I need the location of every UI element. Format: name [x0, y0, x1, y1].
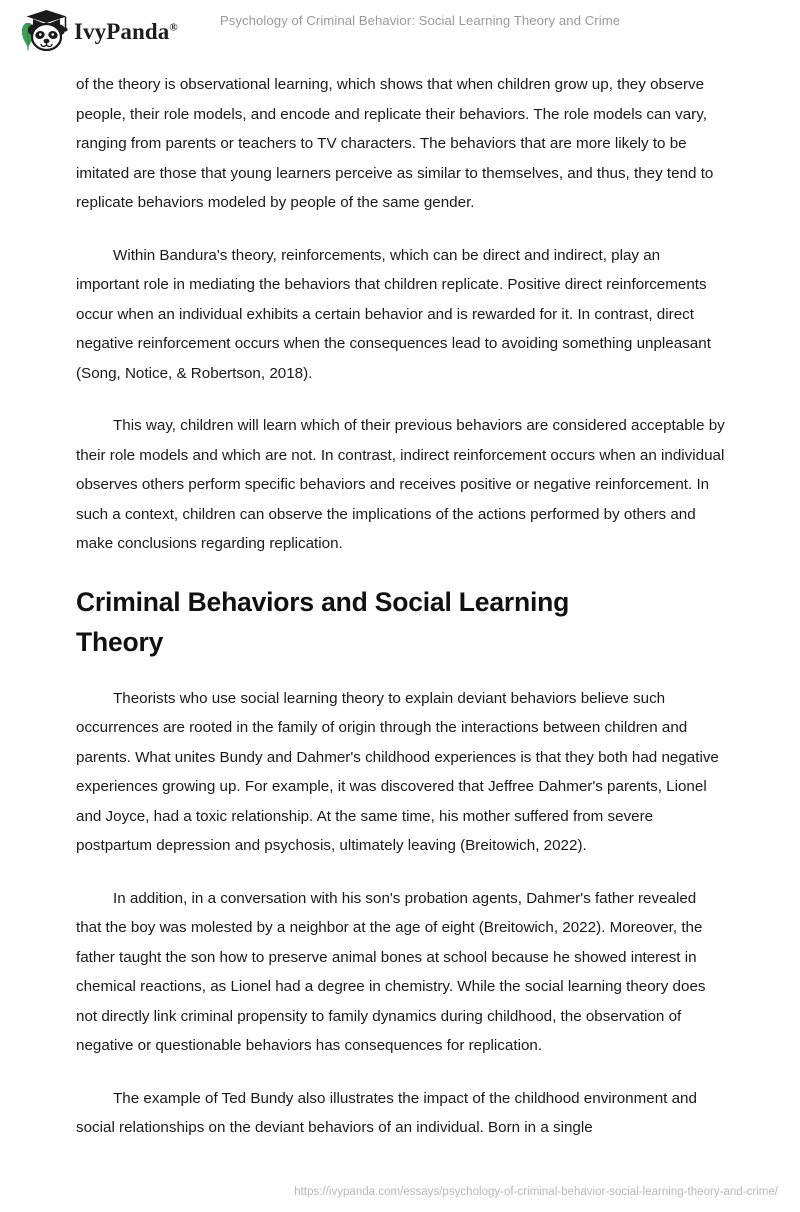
body-paragraph: Theorists who use social learning theory to explain deviant behaviors believe such occurrences are rooted in the family of origin through the interactions between children and parents. What unites Bundy and Dahmer's childhood experiences is that they both had negative experiences growing up. For example, it was discovered that Jeffree Dahmer's parents, Lionel and Joyce, had a toxic relationship. At the same time, his mother suffered from severe postpartum depression and psychosis, ultimately leaving (Breitowich, 2022). [76, 689, 719, 854]
source-url-link[interactable]: https://ivypanda.com/essays/psychology-of-criminal-behavior-social-learning-theory-and-crime/ [294, 1185, 778, 1198]
page-header [0, 0, 800, 58]
body-paragraph: Within Bandura's theory, reinforcements, which can be direct and indirect, play an important role in mediating the behaviors that children replicate. Positive direct reinforcements occur when an individual exhibits a certain behavior and is rewarded for it. In contrast, direct negative reinforcement occurs when the consequences lead to avoiding something unpleasant (Song, Notice, & Robertson, 2018). [76, 246, 711, 382]
body-paragraph: of the theory is observational learning, which shows that when children grow up, they observe people, their role models, and encode and replicate their behaviors. The role models can vary, ranging from parents or teachers to TV characters. The behaviors that are more likely to be imitated are those that young learners perceive as similar to themselves, and thus, they tend to replicate behaviors modeled by people of the same gender. [76, 76, 714, 211]
page-footer [0, 1166, 800, 1212]
body-paragraph: The example of Ted Bundy also illustrates the impact of the childhood environment and social relationships on the deviant behaviors of an individual. Born in a single [76, 1089, 697, 1136]
running-title: Psychology of Criminal Behavior: Social Learning Theory and Crime [219, 13, 621, 28]
body-paragraph: In addition, in a conversation with his son's probation agents, Dahmer's father revealed that the boy was molested by a neighbor at the age of eight (Breitowich, 2022). Moreover, the father taught the son how to preserve animal bones at school because he showed interest in chemical reactions, as Lionel had a degree in chemistry. While the social learning theory does not directly link criminal propensity to family dynamics during childhood, the observation of negative or questionable behaviors has consequences for replication. [76, 889, 706, 1054]
brand-name-text: IvyPanda [74, 18, 170, 44]
body-paragraph: This way, children will learn which of their previous behaviors are considered acceptable by their role models and which are not. In contrast, indirect reinforcement occurs when an individual observes others perform specific behaviors and receives positive or negative reinforcement. In such a context, children can observe the implications of the actions performed by others and make conclusions regarding replication. [76, 417, 725, 552]
registered-trademark-symbol: ® [169, 20, 178, 33]
section-heading: Criminal Behaviors and Social Learning Theory [76, 586, 570, 657]
article-body [0, 58, 800, 1166]
